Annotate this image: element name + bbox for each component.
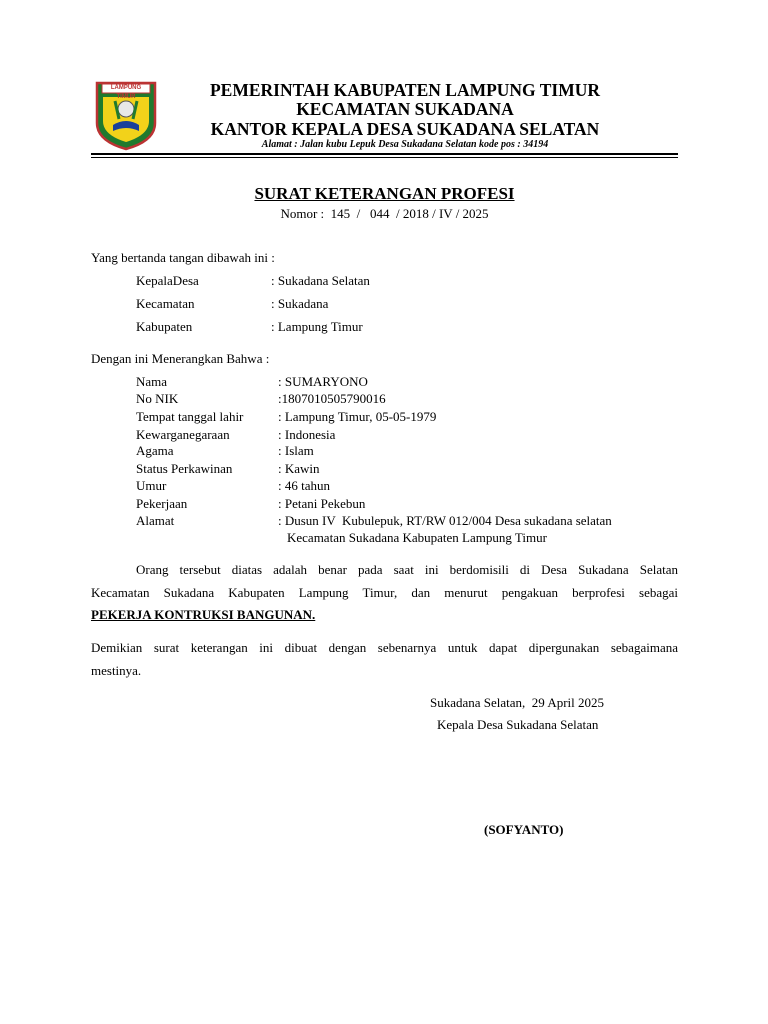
regency-logo xyxy=(93,79,159,151)
letterhead-district: KECAMATAN SUKADANA xyxy=(296,99,514,119)
person-value: : Dusun IV Kubulepuk, RT/RW 012/004 Desa sukadana selatan xyxy=(278,513,612,528)
person-label: Agama xyxy=(136,443,174,458)
person-value: : Lampung Timur, 05-05-1979 xyxy=(278,409,437,424)
person-value: : 46 tahun xyxy=(278,478,330,493)
person-label: No NIK xyxy=(136,391,179,406)
signature-position: Kepala Desa Sukadana Selatan xyxy=(437,717,599,732)
signature-name: (SOFYANTO) xyxy=(484,822,564,837)
person-label: Pekerjaan xyxy=(136,496,188,511)
person-address-continuation: Kecamatan Sukadana Kabupaten Lampung Timur xyxy=(287,530,547,545)
profession-text: PEKERJA KONTRUKSI BANGUNAN. xyxy=(91,607,316,622)
signature-place-date: Sukadana Selatan, 29 April 2025 xyxy=(430,695,605,710)
closing-line: mestinya. xyxy=(91,663,142,678)
person-value: : Kawin xyxy=(278,461,320,476)
person-value: : Indonesia xyxy=(278,427,336,442)
signer-value: : Sukadana xyxy=(271,296,329,311)
letterhead-government: PEMERINTAH KABUPATEN LAMPUNG TIMUR xyxy=(209,80,601,100)
signer-value: : Sukadana Selatan xyxy=(271,273,370,288)
header-divider-thin xyxy=(91,157,678,158)
person-label: Tempat tanggal lahir xyxy=(136,409,244,424)
person-label: Kewarganegaraan xyxy=(136,427,230,442)
body-line: Kecamatan Sukadana Kabupaten Lampung Timur, dan menurut pengakuan berprofesi sebagai xyxy=(91,585,678,600)
person-value: : Petani Pekebun xyxy=(278,496,366,511)
body-line: Orang tersebut diatas adalah benar pada saat ini berdomisili di Desa Sukadana Selatan xyxy=(136,562,678,577)
signer-value: : Lampung Timur xyxy=(271,319,363,334)
signer-label: Kecamatan xyxy=(136,296,195,311)
letterhead-office: KANTOR KEPALA DESA SUKADANA SELATAN xyxy=(210,119,600,139)
letter-title: SURAT KETERANGAN PROFESI xyxy=(254,184,515,203)
person-value: : Islam xyxy=(278,443,314,458)
closing-line: Demikian surat keterangan ini dibuat dengan sebenarnya untuk dapat dipergunakan sebagaimana xyxy=(91,640,678,655)
signer-label: Kabupaten xyxy=(136,319,193,334)
signer-label: KepalaDesa xyxy=(136,273,199,288)
statement-text: Dengan ini Menerangkan Bahwa : xyxy=(91,351,270,366)
letter-number: Nomor : 145 / 044 / 2018 / IV / 2025 xyxy=(280,206,489,221)
logo-label: LAMPUNG TIMUR xyxy=(110,85,142,100)
person-value: : SUMARYONO xyxy=(278,374,368,389)
person-value: :1807010505790016 xyxy=(278,391,386,406)
person-label: Status Perkawinan xyxy=(136,461,233,476)
person-label: Umur xyxy=(136,478,167,493)
person-label: Nama xyxy=(136,374,168,389)
header-divider-thick xyxy=(91,153,678,155)
letterhead-address: Alamat : Jalan kubu Lepuk Desa Sukadana Selatan kode pos : 34194 xyxy=(261,139,549,150)
person-label: Alamat xyxy=(136,513,175,528)
intro-text: Yang bertanda tangan dibawah ini : xyxy=(91,250,275,265)
